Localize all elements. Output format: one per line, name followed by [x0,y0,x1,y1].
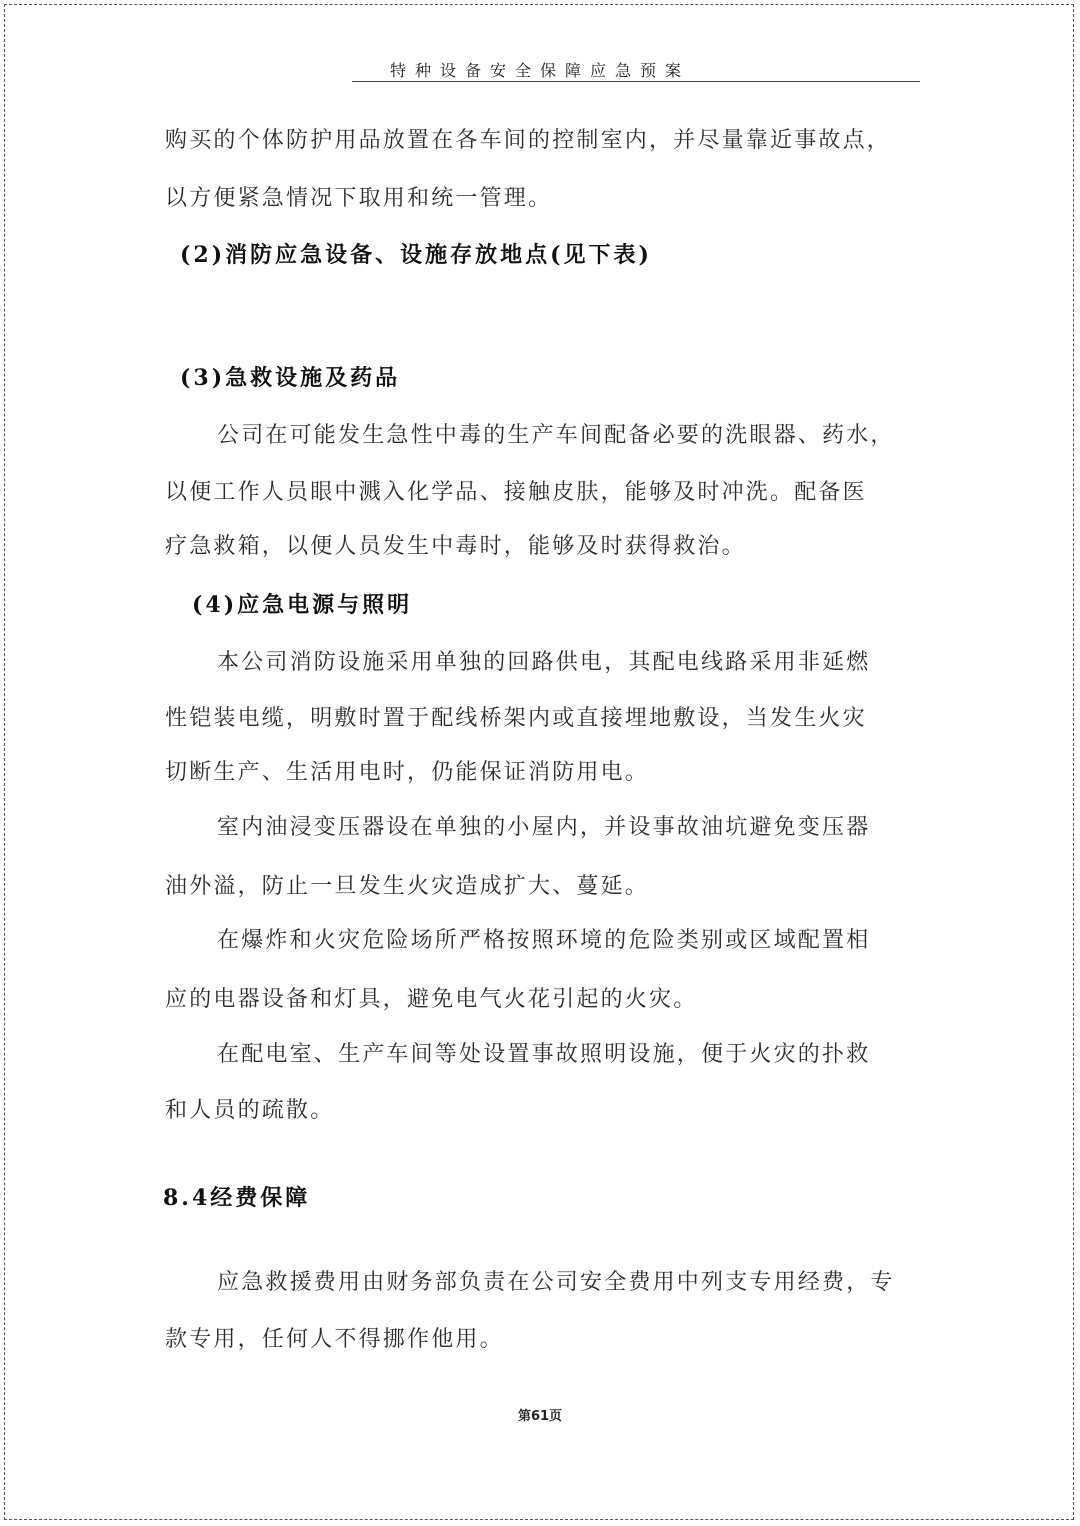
page-number: 第61页 [517,1409,563,1424]
section-heading-3: (3)急救设施及药品 [180,365,401,391]
intro-line-1: 购买的个体防护用品放置在各车间的控制室内，并尽量靠近事故点， [165,128,892,153]
paragraph-4d-line-1: 在配电室、生产车间等处设置事故照明设施，便于火灾的扑救 [217,1042,871,1067]
section-heading-4: (4)应急电源与照明 [192,592,413,618]
paragraph-8-4-line-1: 应急救援费用由财务部负责在公司安全费用中列支专用经费，专 [217,1270,895,1295]
paragraph-3-line-3: 疗急救箱，以便人员发生中毒时，能够及时获得救治。 [165,534,746,559]
intro-line-2: 以方便紧急情况下取用和统一管理。 [165,186,553,211]
paragraph-4c-line-2: 应的电器设备和灯具，避免电气火花引起的火灾。 [165,987,698,1012]
section-heading-8-4: 8.4经费保障 [163,1185,311,1211]
paragraph-4a-line-3: 切断生产、生活用电时，仍能保证消防用电。 [165,760,650,785]
paragraph-3-line-2: 以便工作人员眼中溅入化学品、接触皮肤，能够及时冲洗。配备医 [165,480,867,505]
section-heading-2: (2)消防应急设备、设施存放地点(见下表) [180,242,652,268]
paragraph-4b-line-2: 油外溢，防止一旦发生火灾造成扩大、蔓延。 [165,874,650,899]
header-rule [352,81,920,82]
paragraph-4a-line-2: 性铠装电缆，明敷时置于配线桥架内或直接埋地敷设，当发生火灾 [165,706,867,731]
paragraph-4d-line-2: 和人员的疏散。 [165,1098,335,1123]
paragraph-8-4-line-2: 款专用，任何人不得挪作他用。 [165,1327,504,1352]
running-header-title: 特种设备安全保障应急预案 [389,61,690,80]
paragraph-3-line-1: 公司在可能发生急性中毒的生产车间配备必要的洗眼器、药水， [217,423,895,448]
paragraph-4a-line-1: 本公司消防设施采用单独的回路供电，其配电线路采用非延燃 [217,650,871,675]
paragraph-4c-line-1: 在爆炸和火灾危险场所严格按照环境的危险类别或区域配置相 [217,928,871,953]
paragraph-4b-line-1: 室内油浸变压器设在单独的小屋内，并设事故油坑避免变压器 [217,815,871,840]
